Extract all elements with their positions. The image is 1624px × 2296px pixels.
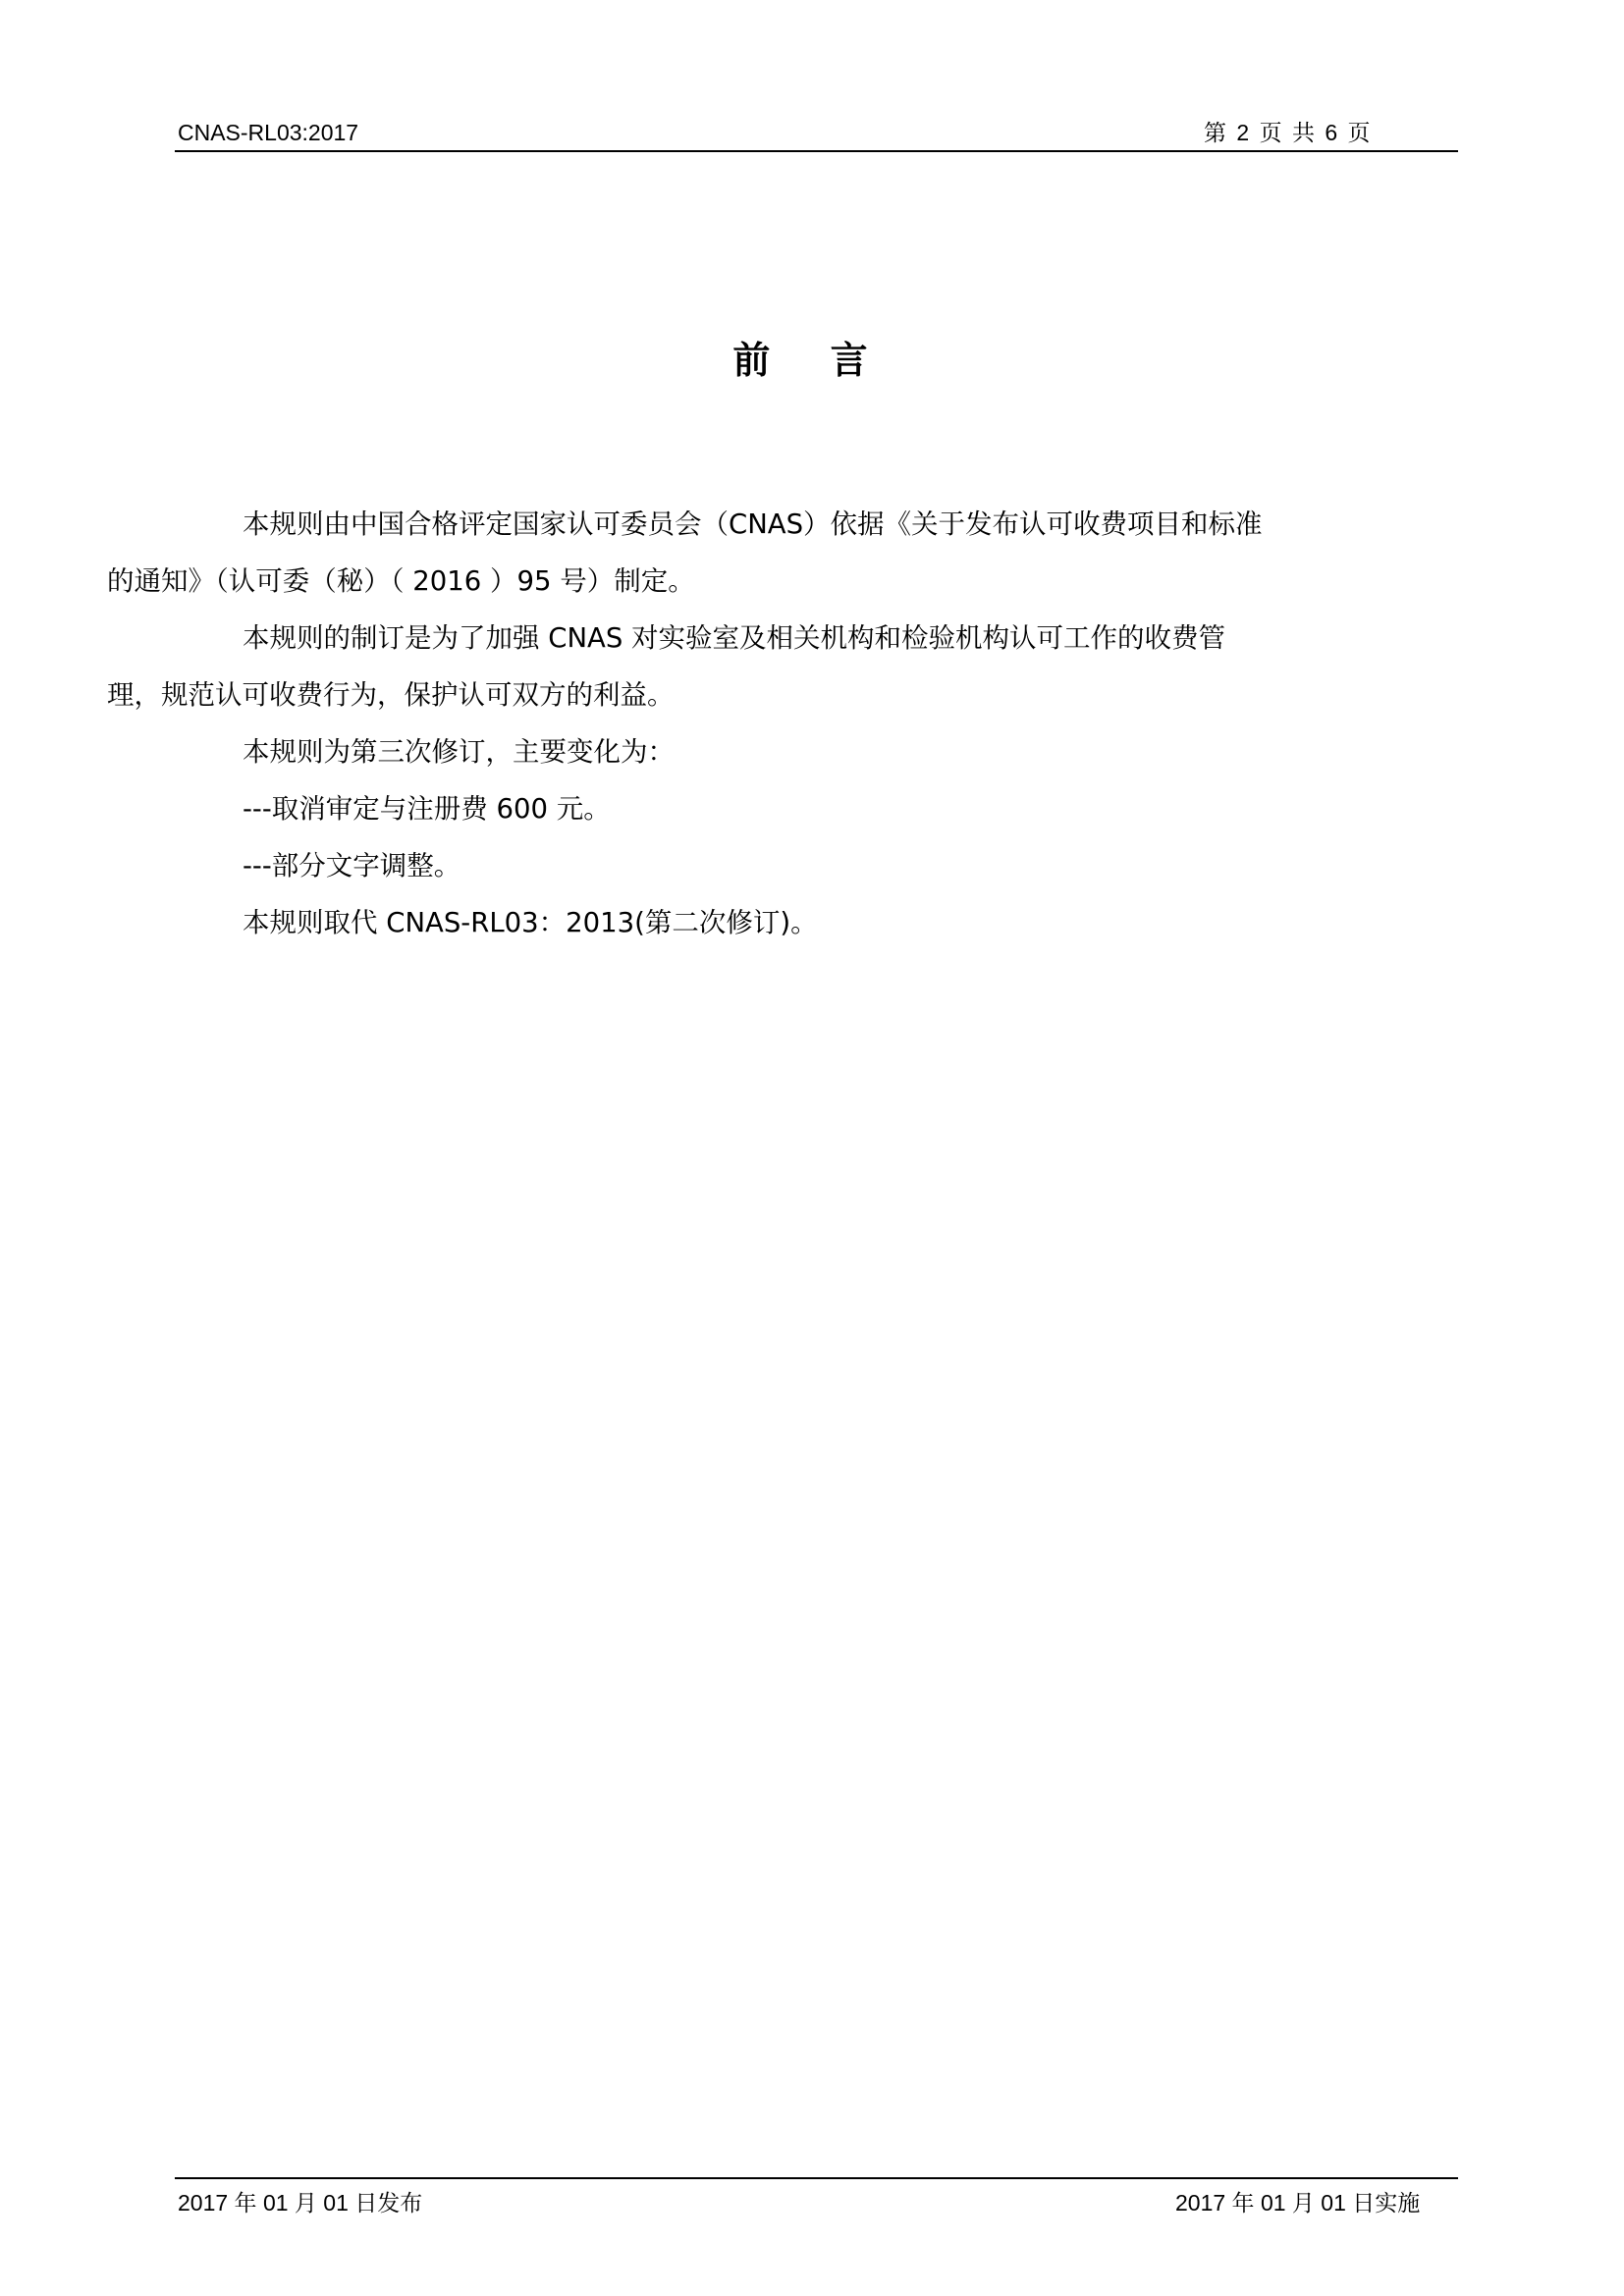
paragraph-change-1 (175, 780, 1490, 837)
paragraph-revision (175, 723, 1490, 780)
paragraph-line: ---取消审定与注册费 600 元。 (243, 793, 611, 825)
page-title: 前 言 (732, 339, 892, 382)
paragraph-line: ---部分文字调整。 (243, 850, 461, 881)
paragraph-line: 本规则由中国合格评定国家认可委员会（CNAS）依据《关于发布认可收费项目和标准 (243, 508, 1263, 540)
paragraph-line: 本规则取代 CNAS-RL03：2013(第二次修订)。 (243, 907, 818, 938)
paragraph-supersedes (175, 894, 1490, 951)
foreword-body (107, 496, 1490, 951)
header-rule (175, 150, 1458, 152)
paragraph-change-2 (175, 837, 1490, 894)
paragraph-line: 本规则的制订是为了加强 CNAS 对实验室及相关机构和检验机构认可工作的收费管 (243, 622, 1226, 654)
page-number: 第 2 页 共 6 页 (1204, 120, 1373, 145)
effective-date: 2017 年 01 月 01 日实施 (1175, 2190, 1421, 2216)
paragraph-line: 理，规范认可收费行为，保护认可双方的利益。 (107, 679, 675, 711)
paragraph-line: 本规则为第三次修订，主要变化为： (243, 736, 675, 768)
paragraph-line: 的通知》（认可委（秘）（ 2016 ）95 号）制定。 (107, 565, 695, 597)
paragraph-purpose (107, 610, 1490, 723)
document-code: CNAS-RL03:2017 (178, 120, 359, 145)
paragraph-basis (107, 496, 1490, 610)
footer-rule (175, 2177, 1458, 2179)
issue-date: 2017 年 01 月 01 日发布 (178, 2190, 423, 2216)
